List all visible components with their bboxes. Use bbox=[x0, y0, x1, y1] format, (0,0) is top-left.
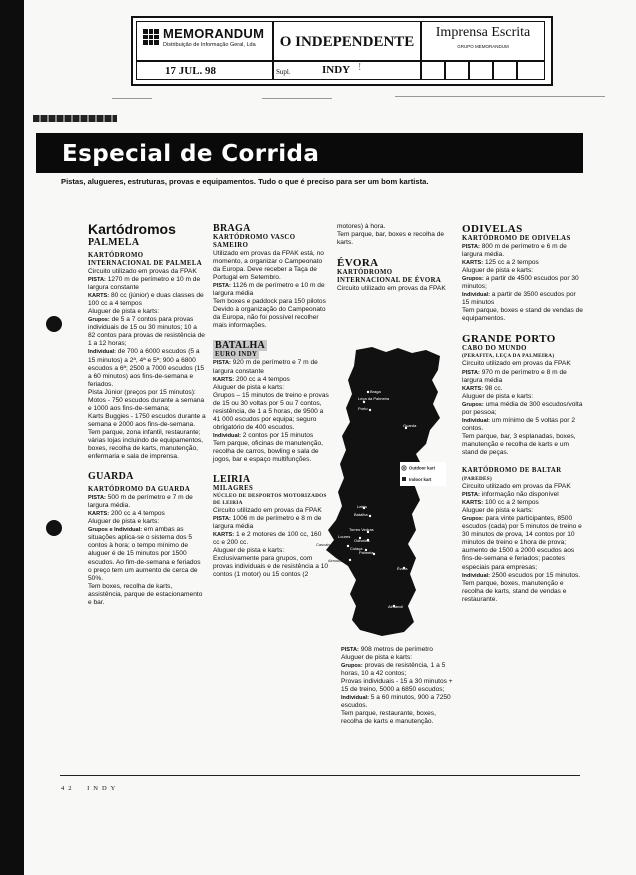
text-line: Aluguer de pista e karts: bbox=[462, 392, 534, 400]
text-line: KARTS: 1 e 2 motores de 100 cc, 160 cc e 200 cc. bbox=[213, 531, 322, 547]
text-line: KARTS: 125 cc a 2 tempos bbox=[462, 259, 539, 267]
text-line: Provas individuais - 15 a 30 minutos + 15 de treino, 5000 a 6850 escudos; bbox=[341, 678, 453, 694]
divider bbox=[395, 96, 605, 97]
map-label-palmela: Palmela bbox=[359, 550, 374, 555]
track-details bbox=[88, 268, 206, 461]
legend-indoor: Indoor kart bbox=[409, 477, 432, 482]
memorandum-title: MEMORANDUM bbox=[163, 26, 265, 41]
text-line: Tem boxes e paddock para 150 pilotos bbox=[213, 298, 326, 306]
map-label-batalha: Batalha bbox=[354, 512, 368, 517]
region-heading: LEIRIA bbox=[213, 474, 251, 486]
track-name: KARTÓDROMO DE BALTAR bbox=[462, 467, 562, 475]
grupo-label: GRUPO MEMORANDUM bbox=[457, 44, 509, 49]
map-label-leiria: Leiria bbox=[357, 504, 367, 509]
text-line: PISTA: informação não disponível bbox=[462, 491, 559, 499]
text-line: Tem parque, boxes e stand de vendas de equipamentos. bbox=[462, 307, 583, 323]
memorandum-cell bbox=[136, 21, 273, 61]
track-details bbox=[462, 360, 584, 457]
page-subtitle: Pistas, alugueres, estruturas, provas e equipamentos. Tudo o que é preciso para ser um bom kartista. bbox=[61, 177, 429, 186]
region-heading: BATALHA bbox=[215, 340, 266, 352]
track-name: NÚCLEO DE DESPORTOS MOTORIZADOS DE LEIRIA bbox=[213, 493, 327, 507]
region-heading: PALMELA bbox=[88, 237, 140, 248]
stamp-box bbox=[469, 61, 493, 80]
column-3 bbox=[337, 223, 453, 293]
track-name: KARTÓDROMO INTERNACIONAL DE PALMELA bbox=[88, 252, 203, 267]
text-line: Exclusivamente para grupos, com provas individuais e de resistência a 10 contos (1 motor) ou 15 contos (2 bbox=[213, 555, 329, 579]
text-line: Aluguer de pista e karts: bbox=[88, 308, 160, 316]
region-heading: ÉVORA bbox=[337, 257, 379, 270]
text-line: Aluguer de pista e karts: bbox=[341, 654, 413, 662]
section-tabs bbox=[33, 115, 117, 122]
region-heading: GRANDE PORTO bbox=[462, 333, 556, 346]
text-line: KARTS: 200 cc a 4 tempos bbox=[213, 375, 290, 383]
column-4 bbox=[462, 223, 584, 604]
text-line: PISTA: 500 m de perímetro e 7 m de largura média. bbox=[88, 494, 193, 510]
indoor-kart-icon bbox=[402, 477, 406, 481]
text-line: Circuito utilizado em provas da FPAK bbox=[88, 268, 197, 275]
outdoor-kart-dot bbox=[403, 467, 405, 469]
text-line: Karts Buggies - 1750 escudos durante a semana e 2000 aos fins-de-semana. bbox=[88, 412, 206, 428]
footer-section: INDY bbox=[87, 785, 120, 792]
map-label-almoster: Almoster bbox=[328, 558, 344, 563]
map-label-braga: Braga bbox=[370, 389, 381, 394]
column-1 bbox=[88, 221, 206, 607]
supplement-mark: ! bbox=[358, 62, 362, 73]
map-label-leca: Leça da Palmeira bbox=[358, 396, 390, 401]
track-location: (PERAFITA, LEÇA DA PALMEIRA) bbox=[462, 353, 555, 360]
title-banner bbox=[36, 133, 583, 173]
stamp-box bbox=[493, 61, 517, 80]
text-line: KARTS: 100 cc a 2 tempos bbox=[462, 499, 539, 507]
portugal-outline bbox=[326, 347, 440, 636]
text-line: Grupos – 15 minutos de treino e provas de 15 ou 30 voltas por 5 ou 7 contos, resistência, de 1 a 5 horas, de 9500 a 41 000 escudos por equipa; seguro obrigatório de 400 escudos. bbox=[213, 391, 329, 431]
stamp-box bbox=[517, 61, 545, 80]
text-line: Individual: 2500 escudos por 15 minutos. bbox=[462, 571, 581, 579]
publication-name: O INDEPENDENTE bbox=[273, 21, 421, 61]
text-line: Individual: de 700 a 6000 escudos (5 a 15 minutos) a 2ª, 4ª e 5ª; 900 a 6800 escudos a 6ª; 2500 a 7000 escudos (15 a 60 minutos) aos fins-de-semana e feriados. bbox=[88, 348, 205, 388]
text-line: PISTA: 1126 m de perímetro e 10 m de largura média bbox=[213, 282, 325, 298]
track-note: (PAREDES) bbox=[462, 476, 492, 483]
section-heading: Kartódromos bbox=[88, 221, 176, 237]
text-line: KARTS: 98 cc. bbox=[462, 384, 503, 392]
stamp-box bbox=[421, 61, 445, 80]
text-line: Tem parque, bar, 3 esplanadas, boxes, manutenção e recolha de karts e um stand de peças. bbox=[462, 432, 576, 456]
page-number: 42 bbox=[61, 785, 76, 792]
text-line: KARTS: 80 cc (júnior) e duas classes de 100 cc a 4 tempos bbox=[88, 292, 204, 308]
text-line: Circuito utilizado em provas da FPAK bbox=[213, 507, 322, 515]
region-heading: GUARDA bbox=[88, 471, 134, 483]
text-line: Aluguer de pista e karts: bbox=[88, 518, 160, 526]
text-line: KARTS: 200 cc a 4 tempos bbox=[88, 510, 165, 518]
region-heading: BRAGA bbox=[213, 223, 251, 234]
text-line: PISTA: 800 m de perímetro e 6 m de largura média. bbox=[462, 243, 567, 259]
punch-hole bbox=[46, 316, 62, 332]
text-line: Individual: a partir de 3500 escudos por 15 minutos bbox=[462, 291, 576, 307]
text-line: Circuito utilizado em provas da FPAK bbox=[462, 360, 571, 368]
text-line: Aluguer de pista e karts: bbox=[213, 383, 285, 391]
track-name: KARTÓDROMO INTERNACIONAL DE ÉVORA bbox=[337, 269, 442, 285]
clipping-date: 17 JUL. 98 bbox=[136, 61, 273, 80]
text-line: Tem parque, oficinas de manutenção, recolha de carros, bowling e sala de jogos, bar e espaço multifunções. bbox=[213, 439, 323, 464]
text-line: Tem parque, bar, boxes e recolha de karts. bbox=[337, 231, 445, 247]
supplement-value: INDY bbox=[322, 64, 351, 76]
text-line: Grupos: provas de resistência, 1 a 5 horas, 10 a 42 contos; bbox=[341, 662, 446, 678]
column-3-lower bbox=[341, 646, 455, 726]
track-details bbox=[337, 285, 453, 293]
memorandum-logo-icon bbox=[143, 29, 159, 45]
text-line: Pista Júnior (preços por 15 minutos): bbox=[88, 388, 196, 396]
text-line: Grupos: para vinte participantes, 8500 escudos (cada) por 5 minutos de treino e 30 minutos de prova, 14 contos por 10 minutos de treino e 1hora de prova; aumento de 1500 a 2000 escudos aos fins-de-semana e feriados; pacotes especiais para empresas; bbox=[462, 515, 582, 571]
text-line: Aluguer de pista e karts: bbox=[462, 507, 534, 515]
legend-outdoor: Outdoor kart bbox=[409, 465, 436, 471]
map-label-odivelas: Odivelas bbox=[354, 538, 370, 543]
supplement-label: Supl. bbox=[276, 68, 291, 76]
text-line: PISTA: 908 metros de perímetro bbox=[341, 646, 433, 653]
divider bbox=[262, 98, 332, 99]
imprensa-title: Imprensa Escrita bbox=[435, 25, 531, 40]
text-line: Aluguer de pista e karts: bbox=[462, 267, 534, 275]
text-line: Tem parque, restaurante, boxes, recolha de karts e manutenção. bbox=[341, 710, 436, 726]
text-line: Grupos: de 5 a 7 contos para provas individuais de 15 ou 30 minutos; 10 a 82 contos para provas de resistência de 1 a 12 horas; bbox=[88, 316, 205, 348]
text-line: Utilizado em provas da FPAK está, no momento, a organizar o Campeonato da Europa. Deve receber a Taça de Portugal em Setembro. bbox=[213, 250, 324, 282]
map-label-almancil: Almancil bbox=[388, 604, 404, 609]
map-label-colaca: Colaça bbox=[350, 546, 363, 551]
text-line: motores) à hora. bbox=[337, 223, 386, 230]
clipping-stamp bbox=[131, 16, 553, 86]
text-line: Aluguer de pista e karts: bbox=[213, 547, 285, 555]
text-line: PISTA: 1270 m de perímetro e 10 m de largura constante bbox=[88, 276, 201, 292]
page-footer bbox=[61, 785, 119, 792]
punch-hole bbox=[46, 520, 62, 536]
track-details bbox=[337, 223, 453, 247]
track-name: EURO INDY bbox=[215, 351, 258, 359]
supplement-cell bbox=[273, 61, 421, 80]
track-details bbox=[462, 243, 584, 323]
text-line: Tem boxes, recolha de karts, assistência, parque de estacionamento e bar. bbox=[88, 582, 203, 606]
text-line: Individual: um mínimo de 5 voltas por 2 contos. bbox=[462, 416, 575, 432]
track-details bbox=[341, 646, 455, 726]
track-name: KARTÓDROMO DE ODIVELAS bbox=[462, 235, 571, 242]
text-line: Grupos: uma média de 300 escudos/volta por pessoa; bbox=[462, 400, 583, 416]
map-label-porto: Porto bbox=[358, 406, 368, 411]
text-line: PISTA: 970 m de perímetro e 8 m de largura média bbox=[462, 368, 567, 384]
text-line: PISTA: 920 m de perímetro e 7 m de largura constante bbox=[213, 359, 318, 375]
text-line: Motos - 750 escudos durante a semana e 1000 aos fins-de-semana; bbox=[88, 396, 205, 412]
text-line: Individual: 2 contos por 15 minutos bbox=[213, 431, 314, 439]
page-title: Especial de Corrida bbox=[62, 141, 320, 167]
map-label-guarda: Guarda bbox=[403, 423, 417, 428]
imprensa-cell bbox=[421, 21, 545, 61]
stamp-box bbox=[445, 61, 469, 80]
region-heading: ODIVELAS bbox=[462, 223, 523, 235]
divider bbox=[112, 98, 152, 99]
memorandum-subtitle: Distribuição de Informação Geral, Lda bbox=[163, 42, 256, 48]
portugal-map bbox=[312, 344, 447, 639]
map-label-evora: Évora bbox=[397, 566, 408, 571]
locality-heading: MILAGRES bbox=[213, 485, 254, 493]
text-line: Tem parque, zona infantil, restaurante; várias lojas incluindo de equipamentos, boxes, recolha de karts, manutenção, enfermaria e sala de imprensa. bbox=[88, 428, 204, 461]
map-label-torres-vedras: Torres Vedras bbox=[349, 527, 374, 532]
track-name: KARTÓDROMO VASCO SAMEIRO bbox=[213, 234, 296, 249]
track-details bbox=[462, 483, 584, 604]
text-line: Individual: 5 a 60 minutos, 900 a 7250 escudos. bbox=[341, 694, 451, 710]
text-line: Grupos: a partir de 4500 escudos por 30 minutos; bbox=[462, 275, 579, 291]
track-details bbox=[88, 494, 206, 607]
track-details bbox=[213, 250, 329, 330]
text-line: Grupos e Individual: em ambas as situações aplica-se o sistema dos 5 contos à hora; o tempo mínimo de aluguer é de 15 minutos por 1500 escudos. Ao fim-de-semana e feriados o preço tem um aumento de cerca de 50%. bbox=[88, 526, 201, 582]
map-label-cascais: Cascais bbox=[316, 542, 331, 547]
text-line: Tem parque, boxes, manutenção e recolha de karts, stand de vendas e restaurante. bbox=[462, 579, 567, 603]
map-label-loures: Loures bbox=[338, 534, 351, 539]
scan-edge bbox=[0, 0, 24, 875]
text-line: PISTA: 1006 m de perímetro e 8 m de largura média bbox=[213, 515, 322, 531]
footer-rule bbox=[60, 775, 580, 776]
text-line: Devido à organização do Campeonato da Europa, não foi possível recolher mais informações. bbox=[213, 306, 326, 330]
text-line: Circuito utilizado em provas da FPAK bbox=[462, 483, 571, 491]
text-line: Circuito utilizado em provas da FPAK bbox=[337, 285, 446, 293]
locality-heading: CABO DO MUNDO bbox=[462, 345, 527, 353]
track-name: KARTÓDROMO DA GUARDA bbox=[88, 486, 191, 494]
